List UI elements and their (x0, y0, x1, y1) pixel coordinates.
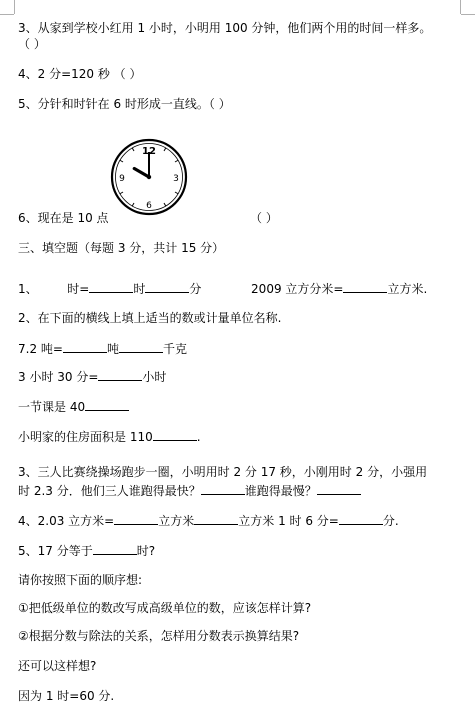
fill-question-5-text-b: 时? (136, 544, 156, 558)
fill-question-2a-text-c: 千克 (162, 342, 187, 356)
fill-question-1-number: 1、 (18, 282, 38, 296)
answer-parentheses: （ ） (250, 211, 278, 225)
tip-step-1-text: ①把低级单位的数改写成高级单位的数，应该怎样计算? (18, 601, 312, 615)
answer-blank[interactable] (194, 512, 238, 525)
page-corner-mark-left-h (0, 14, 14, 15)
fill-question-1-text-e: 立方米. (387, 282, 428, 296)
answer-blank[interactable] (339, 512, 383, 525)
tip-intro (18, 572, 142, 588)
fill-question-4-text-a: 4、2.03 立方米= (18, 514, 115, 528)
tip-because-text: 因为 1 时=60 分. (18, 689, 115, 703)
fill-question-3-line-1 (18, 464, 427, 480)
fill-question-3-text-1: 3、三人比赛绕操场跑步一圈，小明用时 2 分 17 秒，小刚用时 2 分，小强用 (18, 465, 428, 479)
fill-question-4-text-b: 立方米 (158, 514, 195, 528)
fill-question-5-text-a: 5、17 分等于 (18, 544, 93, 558)
clock-number-3: 3 (173, 174, 179, 184)
answer-blank[interactable] (119, 340, 163, 353)
fill-question-1-text-b: 时 (133, 282, 146, 296)
judge-question-4-text: 4、2 分=120 秒 （ ） (18, 67, 142, 81)
tip-step-1 (18, 600, 311, 616)
fill-question-2b (18, 368, 166, 385)
clock-face-image (110, 138, 188, 216)
tip-step-2-text: ②根据分数与除法的关系，怎样用分数表示换算结果? (18, 629, 300, 643)
section-3-heading (18, 240, 224, 256)
judge-question-6 (18, 210, 109, 226)
fill-question-3-text-2a: 时 2.3 分．他们三人谁跑得最快？ (18, 484, 201, 498)
fill-question-2d-text-a: 小明家的住房面积是 110 (18, 430, 153, 444)
fill-question-1 (18, 280, 427, 297)
fill-question-5 (18, 542, 155, 559)
fill-question-2 (18, 310, 281, 326)
tip-step-2 (18, 628, 299, 644)
answer-blank[interactable] (89, 280, 133, 293)
section-3-heading-text: 三、填空题（每题 3 分，共计 15 分） (18, 241, 225, 255)
fill-question-2a-text-a: 7.2 吨= (18, 342, 63, 356)
fill-question-2c-text-a: 一节课是 40 (18, 400, 86, 414)
judge-question-4 (18, 66, 142, 82)
judge-question-5-text: 5、分针和时针在 6 时形成一直线。（ ） (18, 97, 231, 111)
clock-number-9: 9 (119, 174, 125, 184)
clock-number-12: 12 (142, 146, 156, 157)
judge-question-5 (18, 96, 231, 112)
fill-question-2-text: 2、在下面的横线上填上适当的数或计量单位名称. (18, 311, 282, 325)
fill-question-2d-text-b: . (196, 430, 201, 444)
clock-center-pin (147, 175, 151, 179)
answer-blank[interactable] (93, 542, 137, 555)
tip-also-text: 还可以这样想? (18, 659, 97, 673)
page-corner-mark-right (460, 0, 461, 14)
tip-also (18, 658, 96, 674)
fill-question-3-text-2b: 谁跑得最慢？ (244, 484, 317, 498)
answer-blank[interactable] (85, 398, 129, 411)
answer-blank[interactable] (343, 280, 387, 293)
fill-question-4-text-d: 分. (382, 514, 399, 528)
answer-blank[interactable] (98, 368, 142, 381)
page-corner-mark-right-h (461, 14, 475, 15)
answer-parentheses: （ ） (18, 37, 46, 51)
answer-blank[interactable] (317, 482, 361, 495)
fill-question-1-text-a: 时= (67, 282, 90, 296)
judge-question-3-answer (18, 36, 46, 52)
fill-question-3-line-2 (18, 482, 361, 499)
fill-question-4-text-c: 立方米 1 时 6 分= (238, 514, 339, 528)
fill-question-2d (18, 428, 201, 445)
clock-number-6: 6 (146, 201, 152, 211)
judge-question-3-text: 3、从家到学校小红用 1 小时，小明用 100 分钟，他们两个用的时间一样多。 (18, 21, 432, 35)
fill-question-4 (18, 512, 399, 529)
fill-question-1-text-d: 2009 立方分米= (251, 282, 344, 296)
page-corner-mark-left (14, 0, 15, 14)
answer-blank[interactable] (153, 428, 197, 441)
answer-blank[interactable] (201, 482, 245, 495)
fill-question-2b-text-b: 小时 (142, 370, 167, 384)
tip-because (18, 688, 114, 704)
fill-question-2a-text-b: 吨 (106, 342, 119, 356)
judge-question-6-answer (250, 210, 278, 226)
tip-intro-text: 请你按照下面的顺序想: (18, 573, 143, 587)
fill-question-1-text-c: 分 (189, 282, 202, 296)
answer-blank[interactable] (63, 340, 107, 353)
answer-blank[interactable] (114, 512, 158, 525)
fill-question-2a (18, 340, 187, 357)
fill-question-2c (18, 398, 129, 415)
judge-question-3 (18, 20, 431, 36)
judge-question-6-text: 6、现在是 10 点 (18, 211, 109, 225)
answer-blank[interactable] (145, 280, 189, 293)
fill-question-2b-text-a: 3 小时 30 分= (18, 370, 99, 384)
